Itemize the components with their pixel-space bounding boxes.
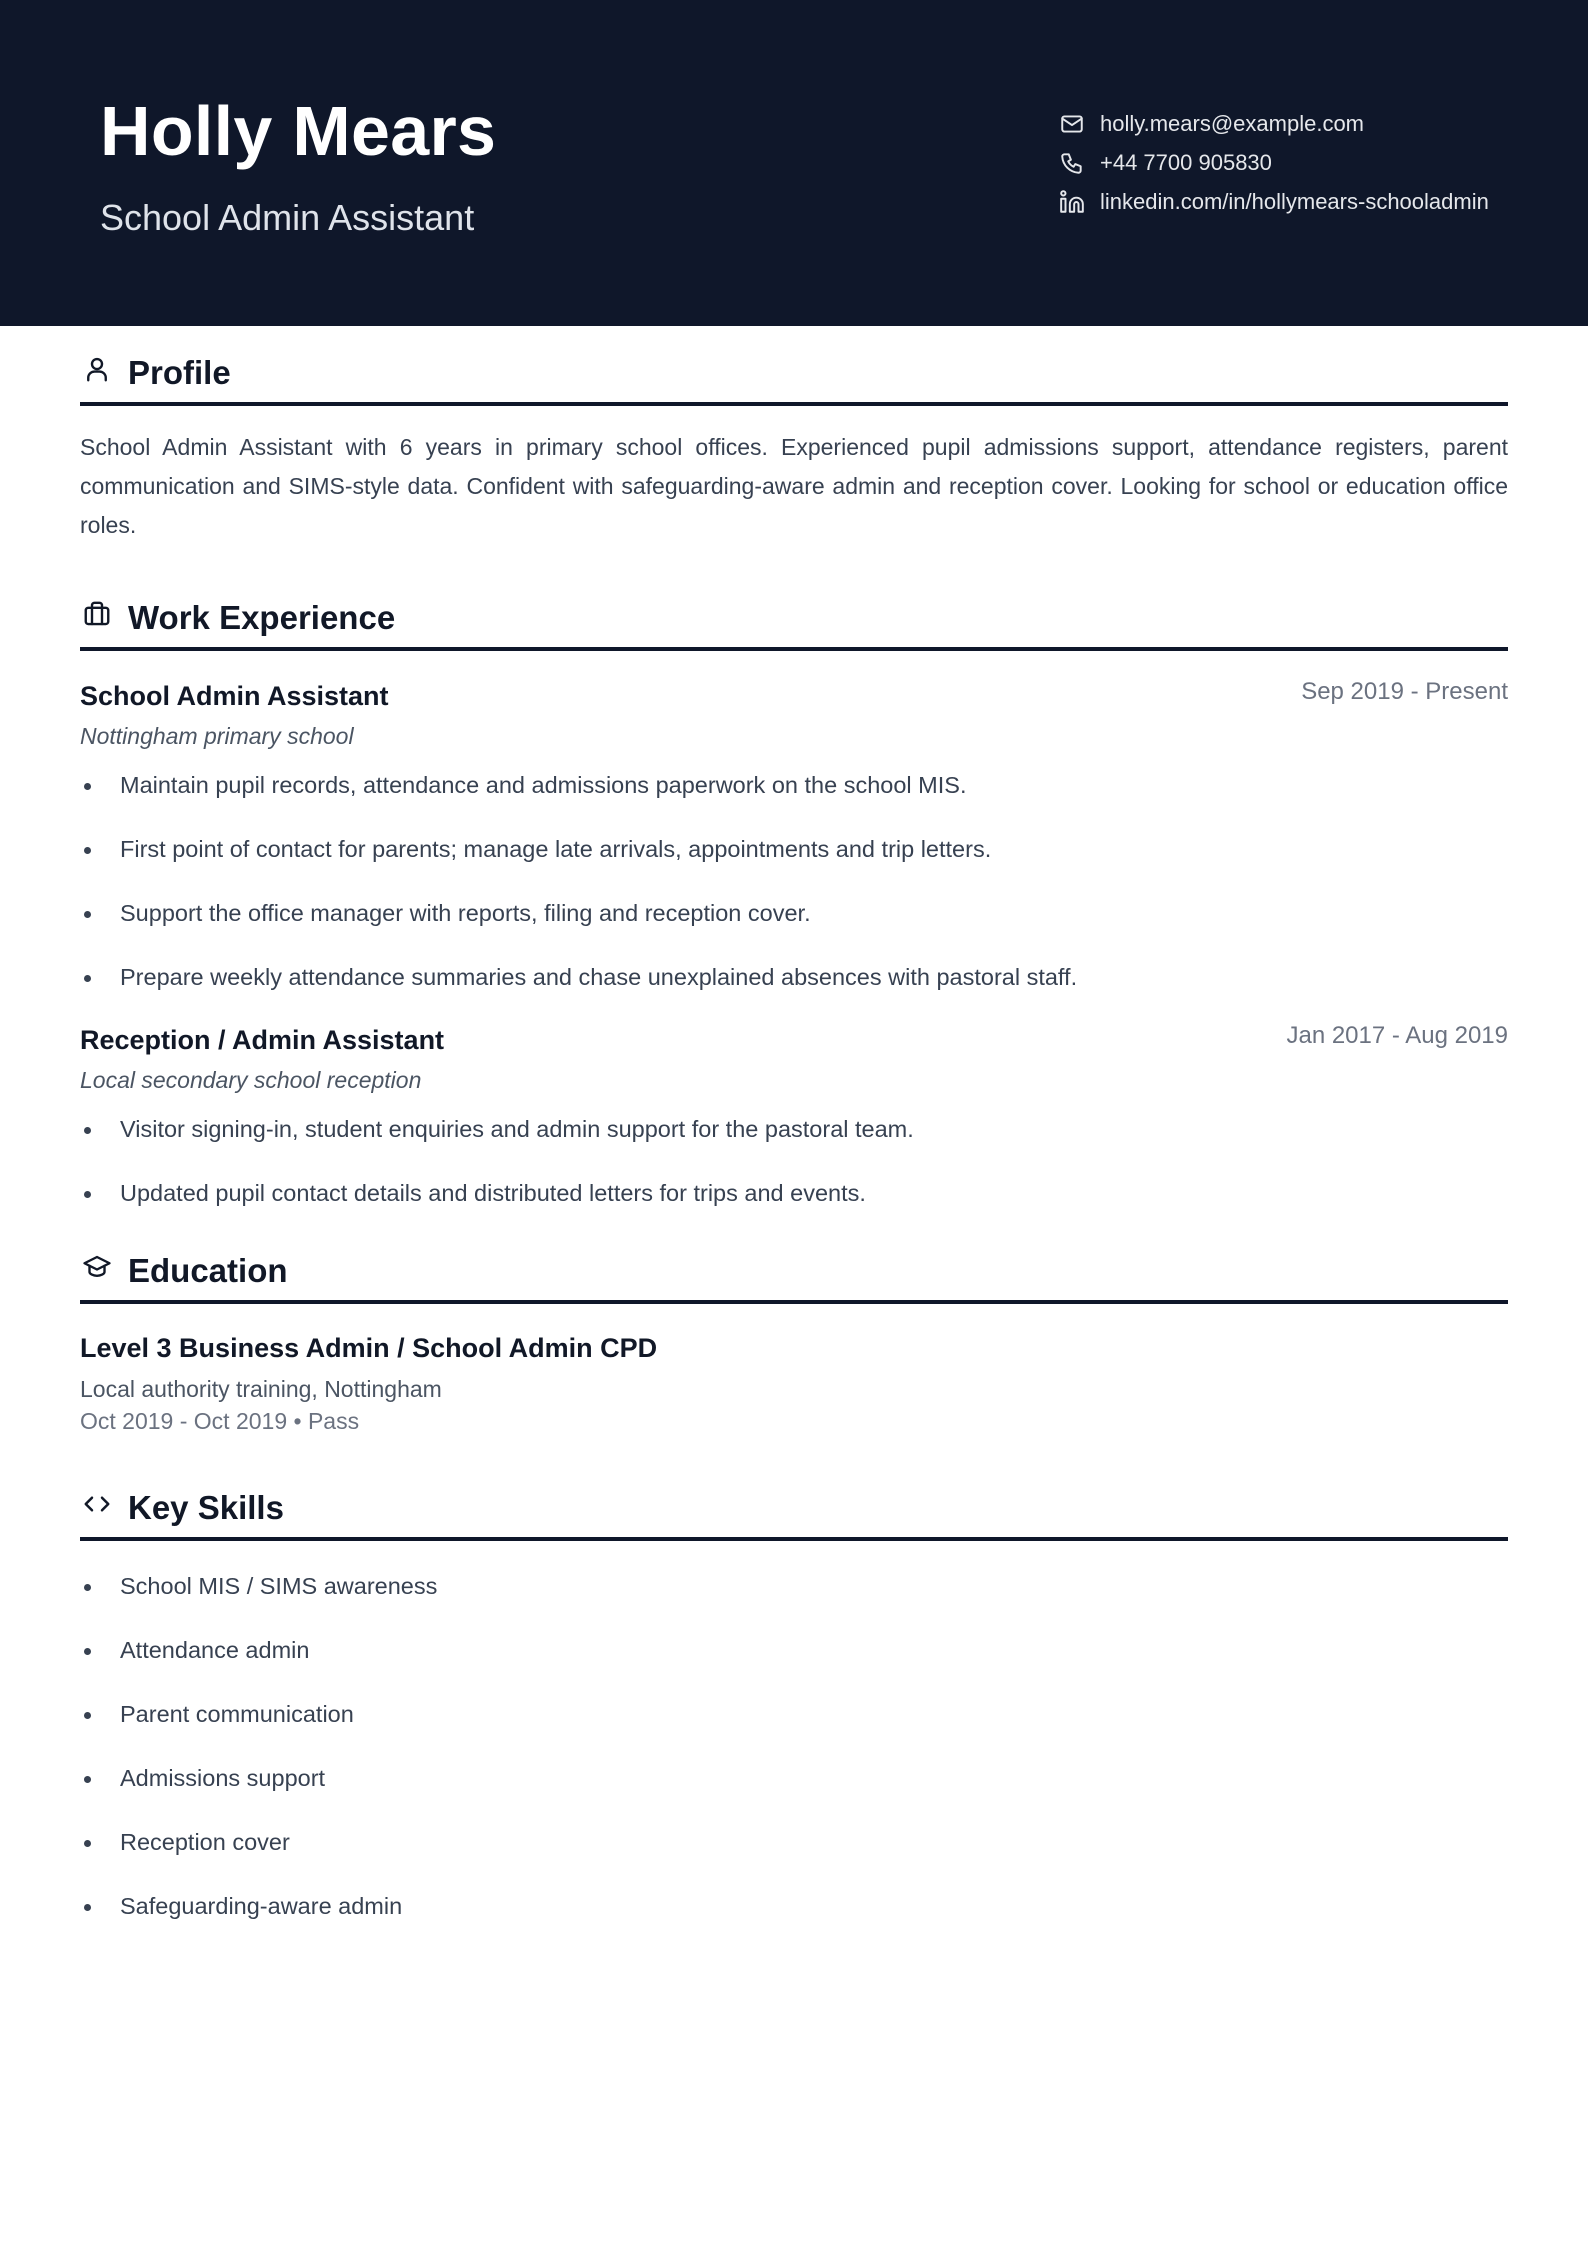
job-bullets [80, 1114, 1508, 1208]
job-company: Local secondary school reception [80, 1067, 422, 1093]
education-entry [80, 1330, 1508, 1437]
skill-item: Attendance admin [80, 1635, 1508, 1665]
skills-list [80, 1571, 1508, 1921]
job-title: School Admin Assistant [80, 681, 389, 711]
job-title: Reception / Admin Assistant [80, 1025, 445, 1055]
user-icon [80, 352, 114, 386]
job-bullet: Prepare weekly attendance summaries and chase unexplained absences with pastoral staff. [80, 962, 1508, 992]
contact-email[interactable] [1058, 104, 1489, 143]
skill-item: Reception cover [80, 1827, 1508, 1857]
profile-heading [80, 344, 1508, 406]
job-bullet: Maintain pupil records, attendance and admissions paperwork on the school MIS. [80, 770, 1508, 800]
job-bullet: Updated pupil contact details and distributed letters for trips and events. [80, 1178, 1508, 1208]
skills-section [80, 1479, 1508, 1921]
profile-summary: School Admin Assistant with 6 years in primary school offices. Experienced pupil admissions support, attendance registers, parent communication and SIMS-style data. Confident with safeguarding-aware admin and reception cover. Looking for school or education office roles. [80, 434, 1508, 538]
contact-email-text: holly.mears@example.com [1100, 110, 1365, 136]
contact-linkedin-text: linkedin.com/in/hollymears-schooladmin [1100, 188, 1489, 214]
skill-item: School MIS / SIMS awareness [80, 1571, 1508, 1601]
education-degree: Level 3 Business Admin / School Admin CPD [80, 1333, 658, 1363]
education-title: Education [128, 1252, 288, 1289]
resume-body [80, 326, 1508, 1955]
job-entry [80, 1022, 1508, 1208]
skills-title: Key Skills [128, 1489, 284, 1526]
profile-section [80, 344, 1508, 545]
contact-list [1058, 104, 1489, 221]
skill-item: Safeguarding-aware admin [80, 1891, 1508, 1921]
education-heading [80, 1242, 1508, 1304]
job-dates: Sep 2019 - Present [1301, 678, 1508, 705]
linkedin-icon [1058, 188, 1086, 216]
phone-icon [1058, 149, 1086, 177]
contact-phone-text: +44 7700 905830 [1100, 149, 1272, 175]
experience-heading [80, 589, 1508, 651]
experience-title: Work Experience [128, 599, 396, 636]
job-bullet: Support the office manager with reports, filing and reception cover. [80, 898, 1508, 928]
contact-linkedin[interactable] [1058, 182, 1489, 221]
skill-item: Parent communication [80, 1699, 1508, 1729]
contact-phone[interactable] [1058, 143, 1489, 182]
code-icon [80, 1487, 114, 1521]
candidate-name: Holly Mears [100, 92, 497, 170]
job-entry [80, 678, 1508, 992]
skills-heading [80, 1479, 1508, 1541]
skill-item: Admissions support [80, 1763, 1508, 1793]
graduation-cap-icon [80, 1250, 114, 1284]
education-institution: Local authority training, Nottingham [80, 1376, 442, 1402]
job-bullet: Visitor signing-in, student enquiries and admin support for the pastoral team. [80, 1114, 1508, 1144]
job-bullet: First point of contact for parents; manage late arrivals, appointments and trip letters. [80, 834, 1508, 864]
education-section [80, 1242, 1508, 1437]
mail-icon [1058, 110, 1086, 138]
job-company: Nottingham primary school [80, 723, 354, 749]
education-meta: Oct 2019 - Oct 2019 • Pass [80, 1408, 360, 1434]
candidate-role: School Admin Assistant [100, 197, 475, 238]
briefcase-icon [80, 597, 114, 631]
experience-section [80, 589, 1508, 1208]
job-bullets [80, 770, 1508, 992]
profile-title: Profile [128, 354, 231, 391]
job-dates: Jan 2017 - Aug 2019 [1286, 1022, 1508, 1049]
resume-header [0, 0, 1588, 326]
